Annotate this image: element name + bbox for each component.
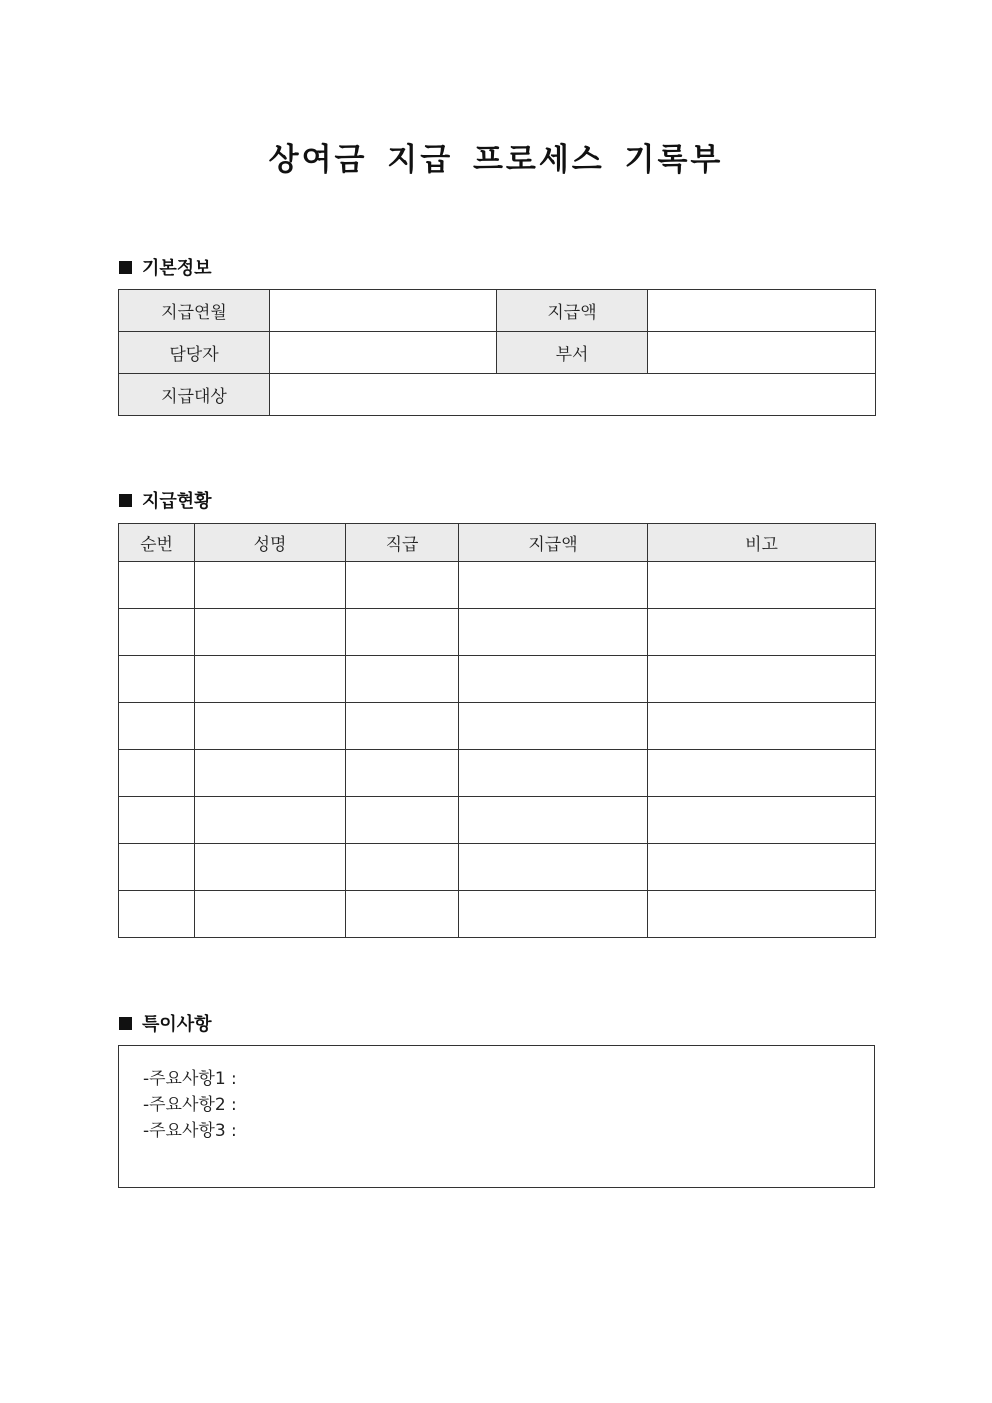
payment-status-table [118, 523, 876, 938]
table-row [119, 750, 876, 797]
section-heading-payment-status [119, 487, 212, 513]
section-heading-payment-status-label: 지급현황 [142, 491, 212, 512]
cell-name[interactable] [195, 797, 346, 844]
amount-label: 지급액 [497, 290, 648, 332]
cell-seq[interactable] [119, 797, 195, 844]
amount-field[interactable] [648, 290, 876, 332]
section-heading-basic-info-label: 기본정보 [142, 258, 212, 279]
cell-name[interactable] [195, 891, 346, 938]
cell-amount[interactable] [459, 750, 648, 797]
cell-rank[interactable] [346, 844, 459, 891]
cell-seq[interactable] [119, 562, 195, 609]
remark-item: -주요사항2 : [143, 1095, 237, 1115]
cell-name[interactable] [195, 844, 346, 891]
cell-seq[interactable] [119, 844, 195, 891]
cell-seq[interactable] [119, 703, 195, 750]
department-label: 부서 [497, 332, 648, 374]
cell-note[interactable] [648, 656, 876, 703]
remarks-box[interactable] [118, 1045, 875, 1188]
remark-item: -주요사항1 : [143, 1069, 237, 1089]
table-row [119, 844, 876, 891]
table-row [119, 703, 876, 750]
cell-amount[interactable] [459, 891, 648, 938]
cell-rank[interactable] [346, 797, 459, 844]
cell-amount[interactable] [459, 562, 648, 609]
pay-month-label: 지급연월 [119, 290, 270, 332]
cell-amount[interactable] [459, 609, 648, 656]
cell-note[interactable] [648, 703, 876, 750]
cell-amount[interactable] [459, 703, 648, 750]
cell-amount[interactable] [459, 844, 648, 891]
cell-seq[interactable] [119, 891, 195, 938]
cell-note[interactable] [648, 609, 876, 656]
cell-seq[interactable] [119, 750, 195, 797]
table-row [119, 797, 876, 844]
cell-name[interactable] [195, 750, 346, 797]
cell-amount[interactable] [459, 797, 648, 844]
cell-name[interactable] [195, 609, 346, 656]
column-header-note: 비고 [648, 524, 876, 562]
section-heading-remarks [119, 1010, 212, 1036]
target-label: 지급대상 [119, 374, 270, 416]
cell-rank[interactable] [346, 562, 459, 609]
cell-seq[interactable] [119, 609, 195, 656]
cell-seq[interactable] [119, 656, 195, 703]
cell-rank[interactable] [346, 750, 459, 797]
column-header-name: 성명 [195, 524, 346, 562]
table-row [119, 891, 876, 938]
cell-rank[interactable] [346, 891, 459, 938]
cell-name[interactable] [195, 656, 346, 703]
column-header-amount: 지급액 [459, 524, 648, 562]
cell-rank[interactable] [346, 656, 459, 703]
manager-label: 담당자 [119, 332, 270, 374]
column-header-rank: 직급 [346, 524, 459, 562]
cell-name[interactable] [195, 703, 346, 750]
square-bullet-icon [119, 1017, 132, 1030]
cell-name[interactable] [195, 562, 346, 609]
remark-item: -주요사항3 : [143, 1121, 237, 1141]
section-heading-basic-info [119, 254, 212, 280]
basic-info-table [118, 289, 876, 416]
table-row [119, 609, 876, 656]
table-row [119, 562, 876, 609]
column-header-seq: 순번 [119, 524, 195, 562]
section-heading-remarks-label: 특이사항 [142, 1014, 212, 1035]
cell-note[interactable] [648, 891, 876, 938]
table-header-row [119, 524, 876, 562]
cell-rank[interactable] [346, 703, 459, 750]
cell-rank[interactable] [346, 609, 459, 656]
cell-note[interactable] [648, 844, 876, 891]
cell-note[interactable] [648, 562, 876, 609]
document-title: 상여금 지급 프로세스 기록부 [268, 142, 724, 178]
cell-note[interactable] [648, 797, 876, 844]
department-field[interactable] [648, 332, 876, 374]
remarks-list [143, 1066, 237, 1144]
target-field[interactable] [270, 374, 876, 416]
cell-amount[interactable] [459, 656, 648, 703]
square-bullet-icon [119, 494, 132, 507]
table-row [119, 656, 876, 703]
cell-note[interactable] [648, 750, 876, 797]
square-bullet-icon [119, 261, 132, 274]
pay-month-field[interactable] [270, 290, 497, 332]
manager-field[interactable] [270, 332, 497, 374]
